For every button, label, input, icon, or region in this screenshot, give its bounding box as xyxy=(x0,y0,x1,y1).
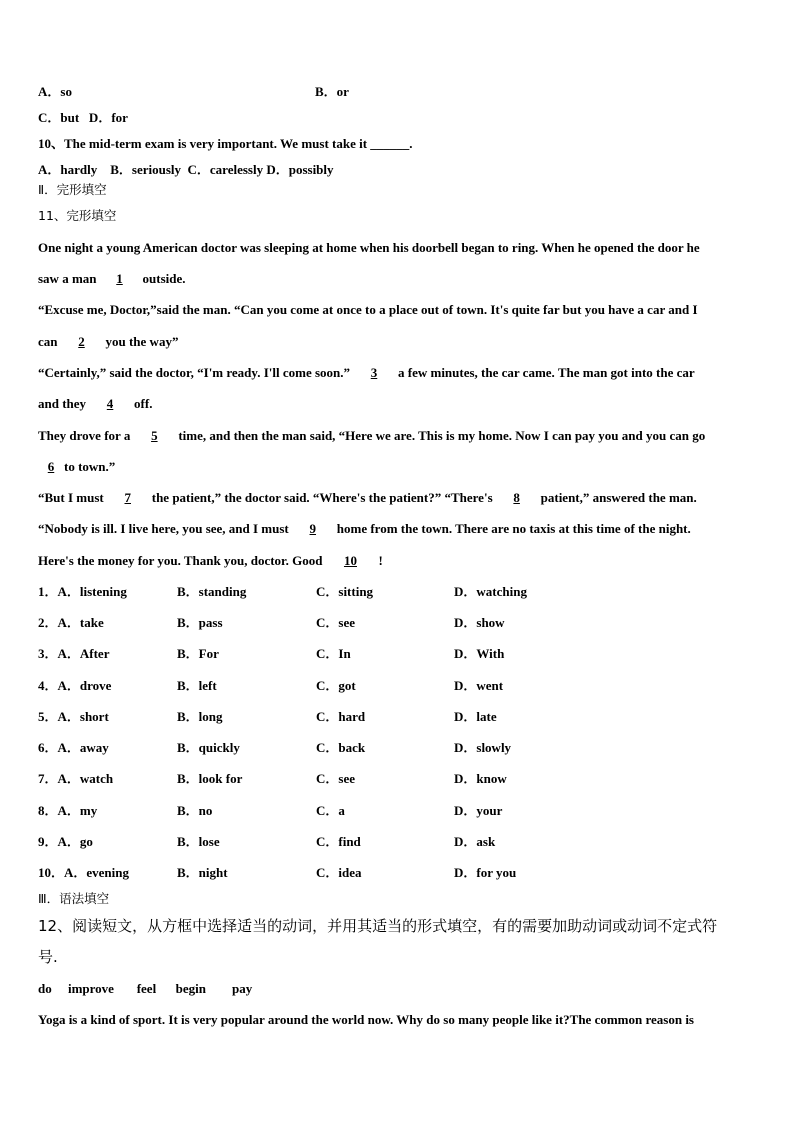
option-b: B．long xyxy=(177,709,223,724)
option-d: D．With xyxy=(454,646,505,661)
option-c: C．see xyxy=(316,771,355,786)
passage-line xyxy=(38,302,758,318)
option-d: D．for you xyxy=(454,865,517,880)
text: “But I must xyxy=(38,490,104,505)
option-d: D．slowly xyxy=(454,740,512,755)
option-d: D．watching xyxy=(454,584,527,599)
passage-line xyxy=(38,428,758,444)
q12-instruction-end: 号. xyxy=(38,948,58,966)
option-c: C．In xyxy=(316,646,351,661)
option-d: D．show xyxy=(454,615,505,630)
option-b: B．look for xyxy=(177,771,243,786)
text: “Excuse me, Doctor,”said the man. “Can you come at once to a place out of town. It's quite far but you have a car and I xyxy=(38,302,698,317)
option-c: C．hard xyxy=(316,709,366,724)
text: One night a young American doctor was sleeping at home when his doorbell began to ring. When he opened the door he xyxy=(38,240,700,255)
option-d: D．your xyxy=(454,803,503,818)
option-c: C．see xyxy=(316,615,355,630)
q9-option-b: B．or xyxy=(315,84,349,99)
option-b: B．standing xyxy=(177,584,247,599)
text: the patient,” the doctor said. “Where's the patient?” “There's xyxy=(151,490,493,505)
option-b: B．no xyxy=(177,803,213,818)
section3-title: Ⅲ．语法填空 xyxy=(38,891,110,906)
option-a: 2．A．take xyxy=(38,615,104,630)
passage-line xyxy=(38,490,758,506)
text: and they xyxy=(38,396,87,411)
yoga-passage: Yoga is a kind of sport. It is very popular around the world now. Why do so many people like it?The common reason is xyxy=(38,1012,694,1027)
option-b: B．quickly xyxy=(177,740,240,755)
blank-2: 2 xyxy=(78,334,85,349)
blank-8: 8 xyxy=(513,490,520,505)
text: outside. xyxy=(142,271,186,286)
option-b: B．lose xyxy=(177,834,220,849)
option-b: B．pass xyxy=(177,615,223,630)
passage-line xyxy=(38,459,758,475)
option-c: C．a xyxy=(316,803,345,818)
text: ! xyxy=(378,553,383,568)
option-a: 8．A．my xyxy=(38,803,98,818)
q11-number: 11、完形填空 xyxy=(38,208,117,223)
option-d: D．ask xyxy=(454,834,496,849)
option-c: C．find xyxy=(316,834,361,849)
blank-6: 6 xyxy=(47,459,55,474)
option-c: C．back xyxy=(316,740,366,755)
option-a: 7．A．watch xyxy=(38,771,114,786)
option-a: 9．A．go xyxy=(38,834,93,849)
passage-line xyxy=(38,396,758,412)
option-a: 3．A．After xyxy=(38,646,110,661)
option-d: D．late xyxy=(454,709,497,724)
option-a: 10．A．evening xyxy=(38,865,130,880)
text: can xyxy=(38,334,58,349)
text: “Nobody is ill. I live here, you see, and I must xyxy=(38,521,289,536)
text: off. xyxy=(134,396,153,411)
option-c: C．got xyxy=(316,678,356,693)
q9-option-a: A．so xyxy=(38,84,72,99)
text: patient,” answered the man. xyxy=(540,490,697,505)
text: “Certainly,” said the doctor, “I'm ready. I'll come soon.” xyxy=(38,365,350,380)
passage-line xyxy=(38,521,758,537)
option-a: 1．A．listening xyxy=(38,584,127,599)
text: a few minutes, the car came. The man got into the car xyxy=(398,365,695,380)
q9-options-cd: C．but D．for xyxy=(38,110,128,125)
option-d: D．went xyxy=(454,678,504,693)
blank-5: 5 xyxy=(151,428,158,443)
option-a: 5．A．short xyxy=(38,709,109,724)
option-a: 4．A．drove xyxy=(38,678,112,693)
option-a: 6．A．away xyxy=(38,740,109,755)
text: to town.” xyxy=(64,459,116,474)
text: home from the town. There are no taxis at this time of the night. xyxy=(336,521,691,536)
blank-10: 10 xyxy=(343,553,357,568)
option-b: B．left xyxy=(177,678,217,693)
q10-options: A．hardly B．seriously C．carelessly D．possibly xyxy=(38,162,334,177)
q10-stem: 10、The mid-term exam is very important. We must take it ______. xyxy=(38,136,413,151)
section2-title: Ⅱ．完形填空 xyxy=(38,182,107,197)
passage-line xyxy=(38,271,758,287)
text: time, and then the man said, “Here we are. This is my home. Now I can pay you and you can go xyxy=(178,428,706,443)
text: saw a man xyxy=(38,271,97,286)
passage-line xyxy=(38,553,758,569)
option-c: C．idea xyxy=(316,865,362,880)
option-c: C．sitting xyxy=(316,584,374,599)
blank-9: 9 xyxy=(309,521,317,536)
q12-instruction: 12、阅读短文，从方框中选择适当的动词，并用其适当的形式填空，有的需要加助动词或动词不定式符 xyxy=(38,917,718,935)
passage-line xyxy=(38,240,758,256)
blank-1: 1 xyxy=(116,271,123,286)
text: Here's the money for you. Thank you, doctor. Good xyxy=(38,553,323,568)
option-b: B．night xyxy=(177,865,228,880)
passage-line xyxy=(38,365,758,381)
text: you the way” xyxy=(105,334,179,349)
blank-3: 3 xyxy=(370,365,378,380)
blank-4: 4 xyxy=(106,396,114,411)
text: They drove for a xyxy=(38,428,131,443)
option-d: D．know xyxy=(454,771,507,786)
passage-line xyxy=(38,334,758,350)
option-b: B．For xyxy=(177,646,219,661)
word-box: do improve feel begin pay xyxy=(38,981,253,996)
blank-7: 7 xyxy=(124,490,131,505)
